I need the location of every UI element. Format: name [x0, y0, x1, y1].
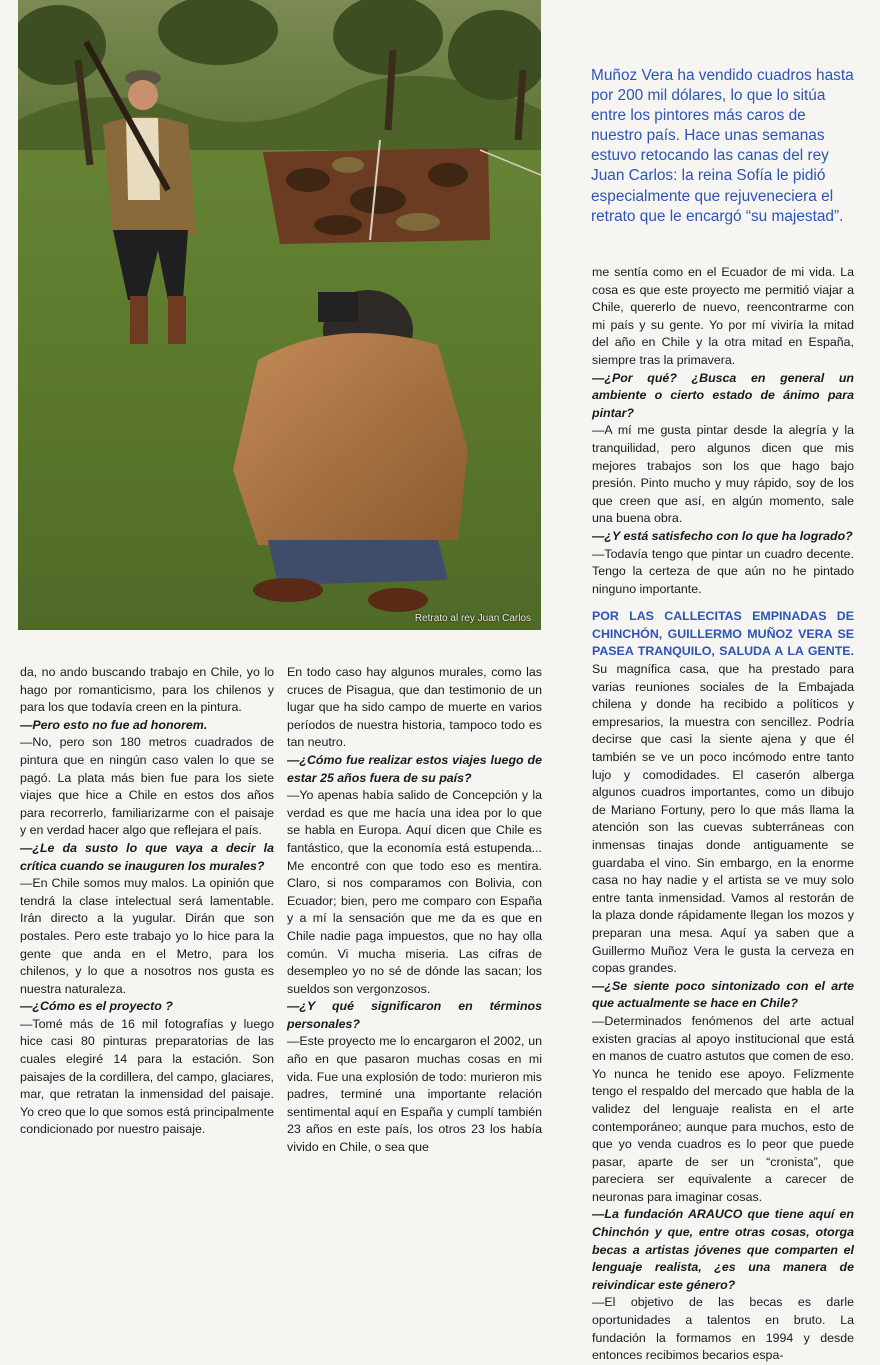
section-lead-paragraph [592, 608, 854, 977]
interview-question: —¿Y está satisfecho con lo que ha logrado? [592, 528, 853, 543]
paragraph: En todo caso hay algunos murales, como las cruces de Pisagua, que dan testimonio de un lugar que ha sido campo de muerte en varios períodos de nuestra historia, tampoco todo es tan neutro. [287, 665, 542, 750]
photo-caption: Retrato al rey Juan Carlos [414, 613, 531, 624]
paragraph: —En Chile somos muy malos. La opinión que tendrá la clase intelectual será lamentable. Irán directo a la yugular. Dirán que son postales. Pero este trabajo yo lo hice para la gente que anda en el Metro, para los chilenos, y lo que a nosotros nos gusta es nuestra naturaleza. [20, 876, 274, 996]
paragraph: me sentía como en el Ecuador de mi vida. La cosa es que este proyecto me permitió viajar a Chile, quererlo de nuevo, reencontrarme con mi país y su gente. Yo por mí viviría la mitad del año en Chile y la otra mitad en España, siempre tras la primavera. [592, 265, 854, 367]
paragraph: —A mí me gusta pintar desde la alegría y la tranquilidad, pero algunos dicen que mis mejores trabajos son los que hago bajo presión. Pinto mucho y muy rápido, soy de los que creen que así, en algún momento, sale una buena obra. [592, 423, 854, 526]
interview-question: —¿Cómo es el proyecto ? [20, 999, 173, 1014]
paragraph: —Yo apenas había salido de Concepción y la verdad es que me hacía una idea por lo que se habla en Europa. Aquí dicen que Chile es fantástico, que la economía está estupenda... Me encontré con que todo eso es mentira. Claro, si nos comparamos con Bolivia, con Ecuador; bien, pero me comparo con España y a mí la sensación que me da es que en Chile nadie paga impuestos, que no hay olla común. Vi mucha miseria. Las cifras de desempleo yo no sé de dónde las sacan; los sueldos son vergonzosos. [287, 788, 542, 996]
interview-question: —¿Por qué? ¿Busca en general un ambiente o cierto estado de ánimo para pintar? [592, 370, 854, 420]
photo-portrait-shoot [18, 0, 541, 630]
paragraph: da, no ando buscando trabajo en Chile, yo lo hago por romanticismo, para los chilenos y para los que todavía creen en la pintura. [20, 665, 274, 715]
article-column-1 [20, 664, 274, 1139]
paragraph: —Determinados fenómenos del arte actual existen gracias al apoyo institucional que está en manos de cuatro astutos que comen de eso. Yo nunca he tenido ese apoyo. Felizmente tengo el respaldo del mercado que habla de la validez del lenguaje realista en el arte contemporáneo; aunque para muchos, esto de que yo venda cuadros es lo peor que puede pasar, aparte de ser un “cronista”, que pareciera ser equivalente a carecer de neuronas para imaginar cosas. [592, 1013, 854, 1204]
interview-question: —¿Y qué significaron en términos personales? [287, 999, 542, 1031]
section-lead-caps: POR LAS CALLECITAS EMPINADAS DE CHINCHÓN, GUILLERMO MUÑOZ VERA SE PASEA TRANQUILO, SALUDA A LA GENTE. [592, 609, 854, 659]
paragraph: —El objetivo de las becas es darle oportunidades a talentos en bruto. La fundación la formamos en 1994 y desde entonces recibimos becarios espa- [592, 1295, 854, 1363]
paragraph: —Todavía tengo que pintar un cuadro decente. Tengo la certeza de que aún no he pintado ninguno importante. [592, 546, 854, 596]
interview-question: —¿Cómo fue realizar estos viajes luego de estar 25 años fuera de su país? [287, 752, 542, 785]
section-lead-text: Su magnífica casa, que ha prestado para varias reuniones sociales de la Embajada chilena y donde ha recibido a políticos y empresarios, la muestra con sencillez. Podría decirse que casi la siente ajena y que él también se ve un poco incómodo entre tanto lujo y comodidades. El caserón alberga algunos cuadros importantes, como un dibujo de Mariano Fortuny, pero lo que más llama la atención son las cuevas subterráneas con inmensas tinajas donde antiguamente se guardaba el vino. Sin embargo, en la enorme casa no hay nadie y el artista se ve muy solo entre tanta inmensidad. Vamos al restorán de la plaza donde rápidamente llegan los mozos y preparan una mesa. Aquí ya saben que a Guillermo Muñoz Vera le gusta la cerveza en copas grandes. [592, 662, 854, 976]
article-column-3 [592, 264, 854, 1365]
pull-quote: Muñoz Vera ha vendido cuadros hasta por 200 mil dólares, lo que lo sitúa entre los pintores más caros de nuestro país. Hace unas semanas estuvo retocando las canas del rey Juan Carlos: la reina Sofía le pidió especialmente que rejuveneciera el retrato que le encargó “su majestad”. [591, 67, 854, 225]
interview-question: —¿Le da susto lo que vaya a decir la crítica cuando se inauguren los murales? [20, 840, 274, 873]
article-column-2 [287, 664, 542, 1157]
interview-question: —La fundación ARAUCO que tiene aquí en Chinchón y que, entre otras cosas, otorga becas a artistas jóvenes que comparten el lenguaje realista, ¿es una manera de reivindicar este género? [592, 1207, 854, 1292]
paragraph: —Este proyecto me lo encargaron el 2002, un año en que pasaron muchas cosas en mi vida. Fue una explosión de todo: murieron mis padres, terminé una importante relación sentimental aquí en España y cumplí también 23 años en este país, los otros 23 los había vivido en Chile, o sea que [287, 1034, 542, 1155]
paragraph: —No, pero son 180 metros cuadrados de pintura que en ningún caso valen lo que se pagó. La plata más bien fue para los siete viajes que hice a Chile en estos dos años para recorrerlo, familiarizarme con el paisaje y en verdad hacer algo que reflejara el país. [20, 735, 274, 838]
interview-question: —¿Se siente poco sintonizado con el arte que actualmente se hace en Chile? [592, 978, 854, 1011]
photo-illustration [18, 0, 541, 630]
paragraph: —Tomé más de 16 mil fotografías y luego hice casi 80 pinturas preparatorias de las cuales elegiré 14 para la estación. Son paisajes de la cordillera, del campo, glaciares, mar, que retratan la inmensidad del paisaje. Yo creo que lo que somos está principalmente condicionado por nuestro paisaje. [20, 1016, 274, 1137]
interview-question: —Pero esto no fue ad honorem. [20, 717, 208, 732]
